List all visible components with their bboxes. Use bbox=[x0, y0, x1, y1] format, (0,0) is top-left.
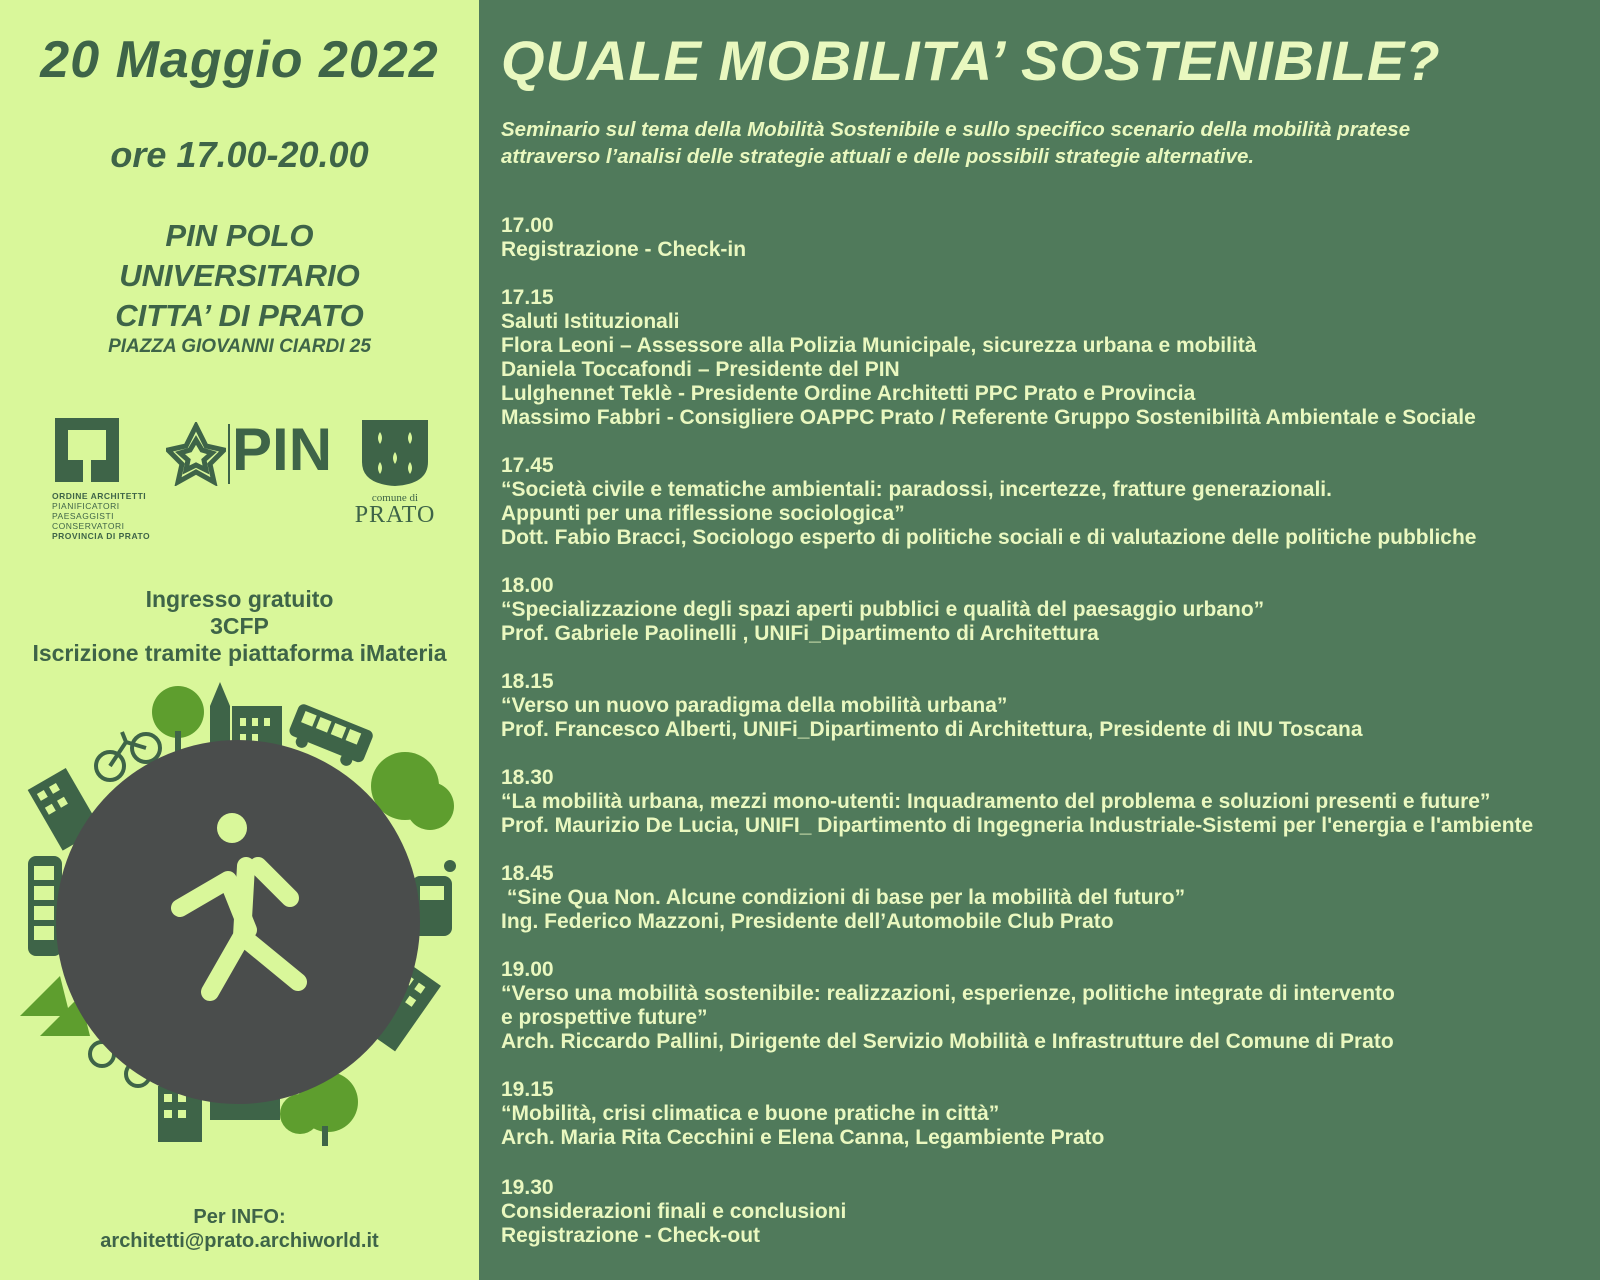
slot-time: 17.15 bbox=[501, 286, 554, 309]
pin-logo bbox=[166, 416, 333, 488]
slot-line: Prof. Francesco Alberti, UNIFi_Dipartimento di Architettura, Presidente di INU Toscana bbox=[501, 718, 1363, 741]
ordine-line: ORDINE ARCHITETTI bbox=[52, 491, 147, 501]
ordine-line: PROVINCIA DI PRATO bbox=[52, 531, 151, 541]
right-panel bbox=[479, 0, 1600, 1280]
agenda-slot bbox=[501, 214, 1596, 262]
comune-di-prato-logo bbox=[345, 418, 445, 530]
entry-line: 3CFP bbox=[210, 613, 269, 639]
entry-line: Ingresso gratuito bbox=[145, 586, 334, 612]
slot-line: Prof. Gabriele Paolinelli , UNIFi_Dipartimento di Architettura bbox=[501, 622, 1099, 645]
intro-line: Seminario sul tema della Mobilità Sostenibile e sullo specifico scenario della mobilità pratese bbox=[501, 118, 1411, 141]
slot-line: Registrazione - Check-out bbox=[501, 1224, 761, 1247]
slot-time: 18.45 bbox=[501, 862, 554, 885]
slot-line: Considerazioni finali e conclusioni bbox=[501, 1200, 847, 1223]
slot-line: “Specializzazione degli spazi aperti pubblici e qualità del paesaggio urbano” bbox=[501, 598, 1265, 621]
mobility-globe-illustration bbox=[10, 676, 475, 1176]
agenda-slot bbox=[501, 1078, 1596, 1150]
slot-line: Arch. Maria Rita Cecchini e Elena Canna, Legambiente Prato bbox=[501, 1126, 1105, 1149]
slot-line: Lulghennet Teklè - Presidente Ordine Architetti PPC Prato e Provincia bbox=[501, 382, 1196, 405]
agenda-slot bbox=[501, 454, 1596, 550]
venue-name bbox=[0, 216, 479, 336]
slot-time: 19.15 bbox=[501, 1078, 554, 1101]
slot-time: 18.30 bbox=[501, 766, 554, 789]
agenda-slot bbox=[501, 862, 1596, 934]
ordine-architetti-text bbox=[52, 491, 162, 541]
event-date: 20 Maggio 2022 bbox=[40, 31, 439, 89]
venue-line: PIN POLO bbox=[165, 218, 314, 253]
slot-line: “Sine Qua Non. Alcune condizioni di base per la mobilità del futuro” bbox=[501, 886, 1186, 909]
slot-line: Arch. Riccardo Pallini, Dirigente del Servizio Mobilità e Infrastrutture del Comune di Prato bbox=[501, 1030, 1394, 1053]
prato-shield-icon bbox=[360, 418, 430, 488]
event-time: ore 17.00-20.00 bbox=[110, 134, 369, 175]
venue-line: UNIVERSITARIO bbox=[119, 258, 360, 293]
agenda-slot bbox=[501, 958, 1596, 1054]
slot-line: “Mobilità, crisi climatica e buone pratiche in città” bbox=[501, 1102, 1000, 1125]
agenda-slot bbox=[501, 766, 1596, 838]
venue-address: PIAZZA GIOVANNI CIARDI 25 bbox=[108, 336, 371, 357]
slot-time: 18.15 bbox=[501, 670, 554, 693]
left-panel bbox=[0, 0, 479, 1280]
slot-line: e prospettive future” bbox=[501, 1006, 708, 1029]
pin-star-icon bbox=[166, 422, 226, 486]
info-label: Per INFO: bbox=[193, 1206, 286, 1228]
ordine-architetti-logo bbox=[52, 418, 162, 548]
ordine-line: PAESAGGISTI bbox=[52, 511, 115, 521]
slot-line: Flora Leoni – Assessore alla Polizia Municipale, sicurezza urbana e mobilità bbox=[501, 334, 1257, 357]
slot-time: 17.45 bbox=[501, 454, 554, 477]
slot-line: Saluti Istituzionali bbox=[501, 310, 680, 333]
pin-divider bbox=[228, 424, 230, 484]
agenda-slot bbox=[501, 286, 1596, 430]
venue-line: CITTA’ DI PRATO bbox=[115, 298, 364, 333]
slot-line: Daniela Toccafondi – Presidente del PIN bbox=[501, 358, 900, 381]
slot-time: 17.00 bbox=[501, 214, 554, 237]
info-email: architetti@prato.archiworld.it bbox=[100, 1230, 379, 1252]
slot-time: 19.30 bbox=[501, 1176, 554, 1199]
slot-line: Appunti per una riflessione sociologica” bbox=[501, 502, 905, 525]
comune-small-text: comune di bbox=[371, 492, 419, 504]
event-intro bbox=[501, 116, 1591, 170]
slot-line: Massimo Fabbri - Consigliere OAPPC Prato / Referente Gruppo Sostenibilità Ambientale e Sociale bbox=[501, 406, 1476, 429]
agenda-slot bbox=[501, 670, 1596, 742]
info-contact bbox=[0, 1205, 479, 1253]
slot-line: Ing. Federico Mazzoni, Presidente dell’Automobile Club Prato bbox=[501, 910, 1114, 933]
entry-line: Iscrizione tramite piattaforma iMateria bbox=[32, 640, 447, 666]
slot-line: Registrazione - Check-in bbox=[501, 238, 747, 261]
intro-line: attraverso l’analisi delle strategie attuali e delle possibili strategie alternative. bbox=[501, 145, 1255, 168]
slot-time: 18.00 bbox=[501, 574, 554, 597]
slot-time: 19.00 bbox=[501, 958, 554, 981]
entry-info bbox=[0, 586, 479, 667]
ordine-line: PIANIFICATORI bbox=[52, 501, 120, 511]
slot-line: “Verso una mobilità sostenibile: realizzazioni, esperienze, politiche integrate di intervento bbox=[501, 982, 1395, 1005]
ordine-architetti-mark-icon bbox=[52, 418, 122, 486]
agenda-slot bbox=[501, 574, 1596, 646]
slot-line: “La mobilità urbana, mezzi mono-utenti: Inquadramento del problema e soluzioni presenti e future” bbox=[501, 790, 1491, 813]
agenda-slot bbox=[501, 1176, 1596, 1248]
comune-big-text: PRATO bbox=[354, 502, 436, 528]
slot-line: Prof. Maurizio De Lucia, UNIFI_ Dipartimento di Ingegneria Industriale-Sistemi per l'energia e l'ambiente bbox=[501, 814, 1534, 837]
pin-wordmark: PIN bbox=[232, 416, 333, 483]
slot-line: “Verso un nuovo paradigma della mobilità urbana” bbox=[501, 694, 1008, 717]
slot-line: Dott. Fabio Bracci, Sociologo esperto di politiche sociali e di valutazione delle politiche pubbliche bbox=[501, 526, 1477, 549]
event-title: QUALE MOBILITA’ SOSTENIBILE? bbox=[501, 29, 1441, 92]
ordine-line: CONSERVATORI bbox=[52, 521, 125, 531]
slot-line: “Società civile e tematiche ambientali: paradossi, incertezze, fratture generazionali. bbox=[501, 478, 1332, 501]
